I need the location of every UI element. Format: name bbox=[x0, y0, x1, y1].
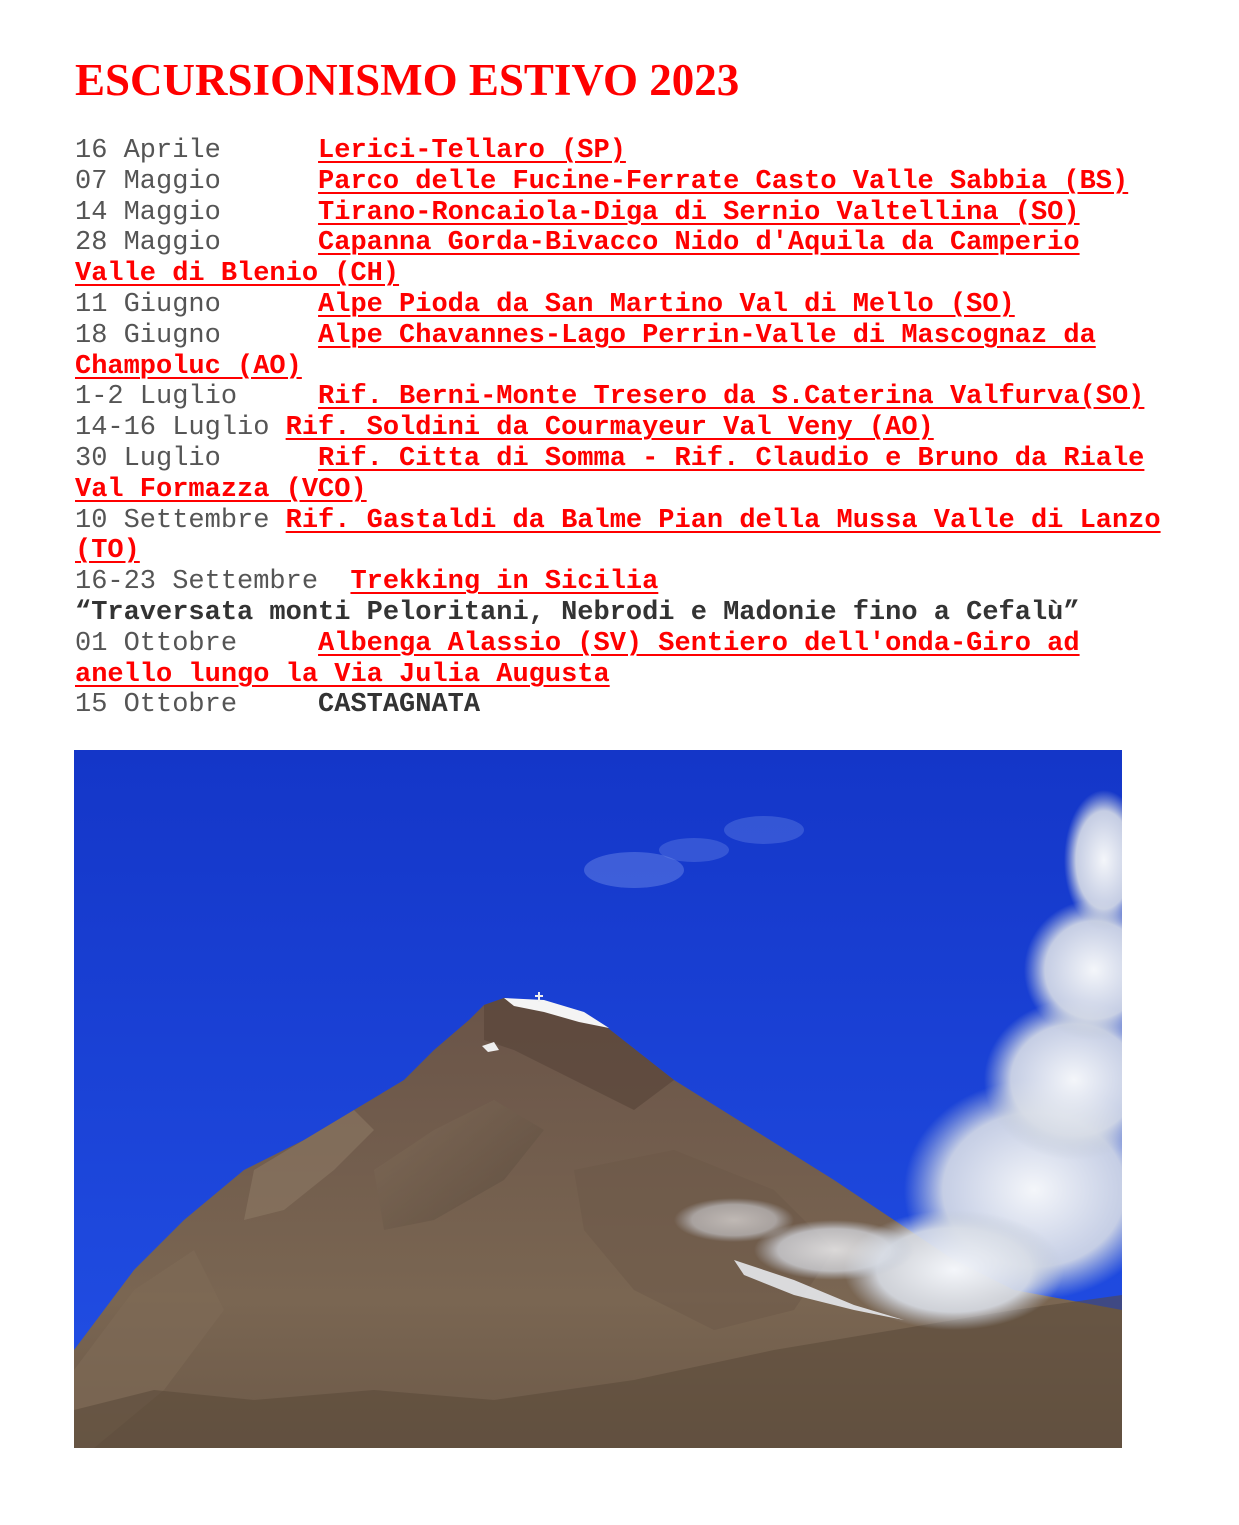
entry-date: 14-16 Luglio bbox=[75, 413, 286, 444]
event-link[interactable]: Rif. Citta di Somma - Rif. Claudio e Bruno da Riale Val Formazza (VCO) bbox=[75, 443, 1145, 505]
mountain-photo bbox=[74, 750, 1122, 1448]
entry-date: 14 Maggio bbox=[75, 197, 319, 228]
schedule-entry bbox=[75, 290, 1175, 321]
entry-date: 15 Ottobre bbox=[75, 690, 319, 721]
event-link[interactable]: Trekking in Sicilia bbox=[350, 567, 659, 598]
event-link[interactable]: Rif. Berni-Monte Tresero da S.Caterina Valfurva(SO) bbox=[318, 382, 1145, 413]
schedule-entry bbox=[75, 136, 1175, 167]
schedule-entry bbox=[75, 690, 1175, 721]
sicily-note: “Traversata monti Peloritani, Nebrodi e Madonie fino a Cefalù” bbox=[75, 597, 1080, 628]
final-event: CASTAGNATA bbox=[318, 690, 481, 721]
event-link[interactable]: Alpe Pioda da San Martino Val di Mello (SO) bbox=[318, 289, 1015, 320]
schedule-entry bbox=[75, 506, 1175, 568]
entry-date: 18 Giugno bbox=[75, 320, 319, 351]
event-link[interactable]: Albenga Alassio (SV) Sentiero dell'onda-Giro ad anello lungo la Via Julia Augusta bbox=[75, 628, 1080, 690]
entry-date: 16 Aprile bbox=[75, 136, 319, 166]
schedule-entry bbox=[75, 382, 1175, 413]
entry-date: 16-23 Settembre bbox=[75, 567, 351, 598]
entry-date: 30 Luglio bbox=[75, 443, 319, 474]
schedule-entry bbox=[75, 228, 1175, 290]
event-link[interactable]: Rif. Gastaldi da Balme Pian della Mussa Valle di Lanzo (TO) bbox=[75, 505, 1161, 567]
event-link[interactable]: Alpe Chavannes-Lago Perrin-Valle di Mascognaz da Champoluc (AO) bbox=[75, 320, 1096, 382]
event-link[interactable]: Tirano-Roncaiola-Diga di Sernio Valtellina (SO) bbox=[318, 197, 1080, 228]
schedule-entry bbox=[75, 444, 1175, 506]
schedule-entry bbox=[75, 321, 1175, 383]
entry-date: 07 Maggio bbox=[75, 166, 319, 197]
event-link[interactable]: Rif. Soldini da Courmayeur Val Veny (AO) bbox=[285, 413, 934, 444]
event-link[interactable]: Capanna Gorda-Bivacco Nido d'Aquila da Camperio Valle di Blenio (CH) bbox=[75, 228, 1080, 290]
schedule-entry bbox=[75, 198, 1175, 229]
entry-date: 11 Giugno bbox=[75, 289, 319, 320]
schedule-entry bbox=[75, 413, 1175, 444]
entry-date: 28 Maggio bbox=[75, 228, 319, 259]
entry-date: 01 Ottobre bbox=[75, 628, 319, 659]
entry-date: 1-2 Luglio bbox=[75, 382, 319, 413]
schedule-list bbox=[75, 136, 1175, 721]
event-link[interactable]: Lerici-Tellaro (SP) bbox=[318, 136, 626, 166]
schedule-entry bbox=[75, 567, 1175, 598]
page-title: ESCURSIONISMO ESTIVO 2023 bbox=[75, 55, 740, 105]
entry-date: 10 Settembre bbox=[75, 505, 286, 536]
mountain-illustration bbox=[74, 750, 1122, 1448]
schedule-entry bbox=[75, 629, 1175, 691]
event-link[interactable]: Parco delle Fucine-Ferrate Casto Valle Sabbia (BS) bbox=[318, 166, 1129, 197]
schedule-entry bbox=[75, 167, 1175, 198]
